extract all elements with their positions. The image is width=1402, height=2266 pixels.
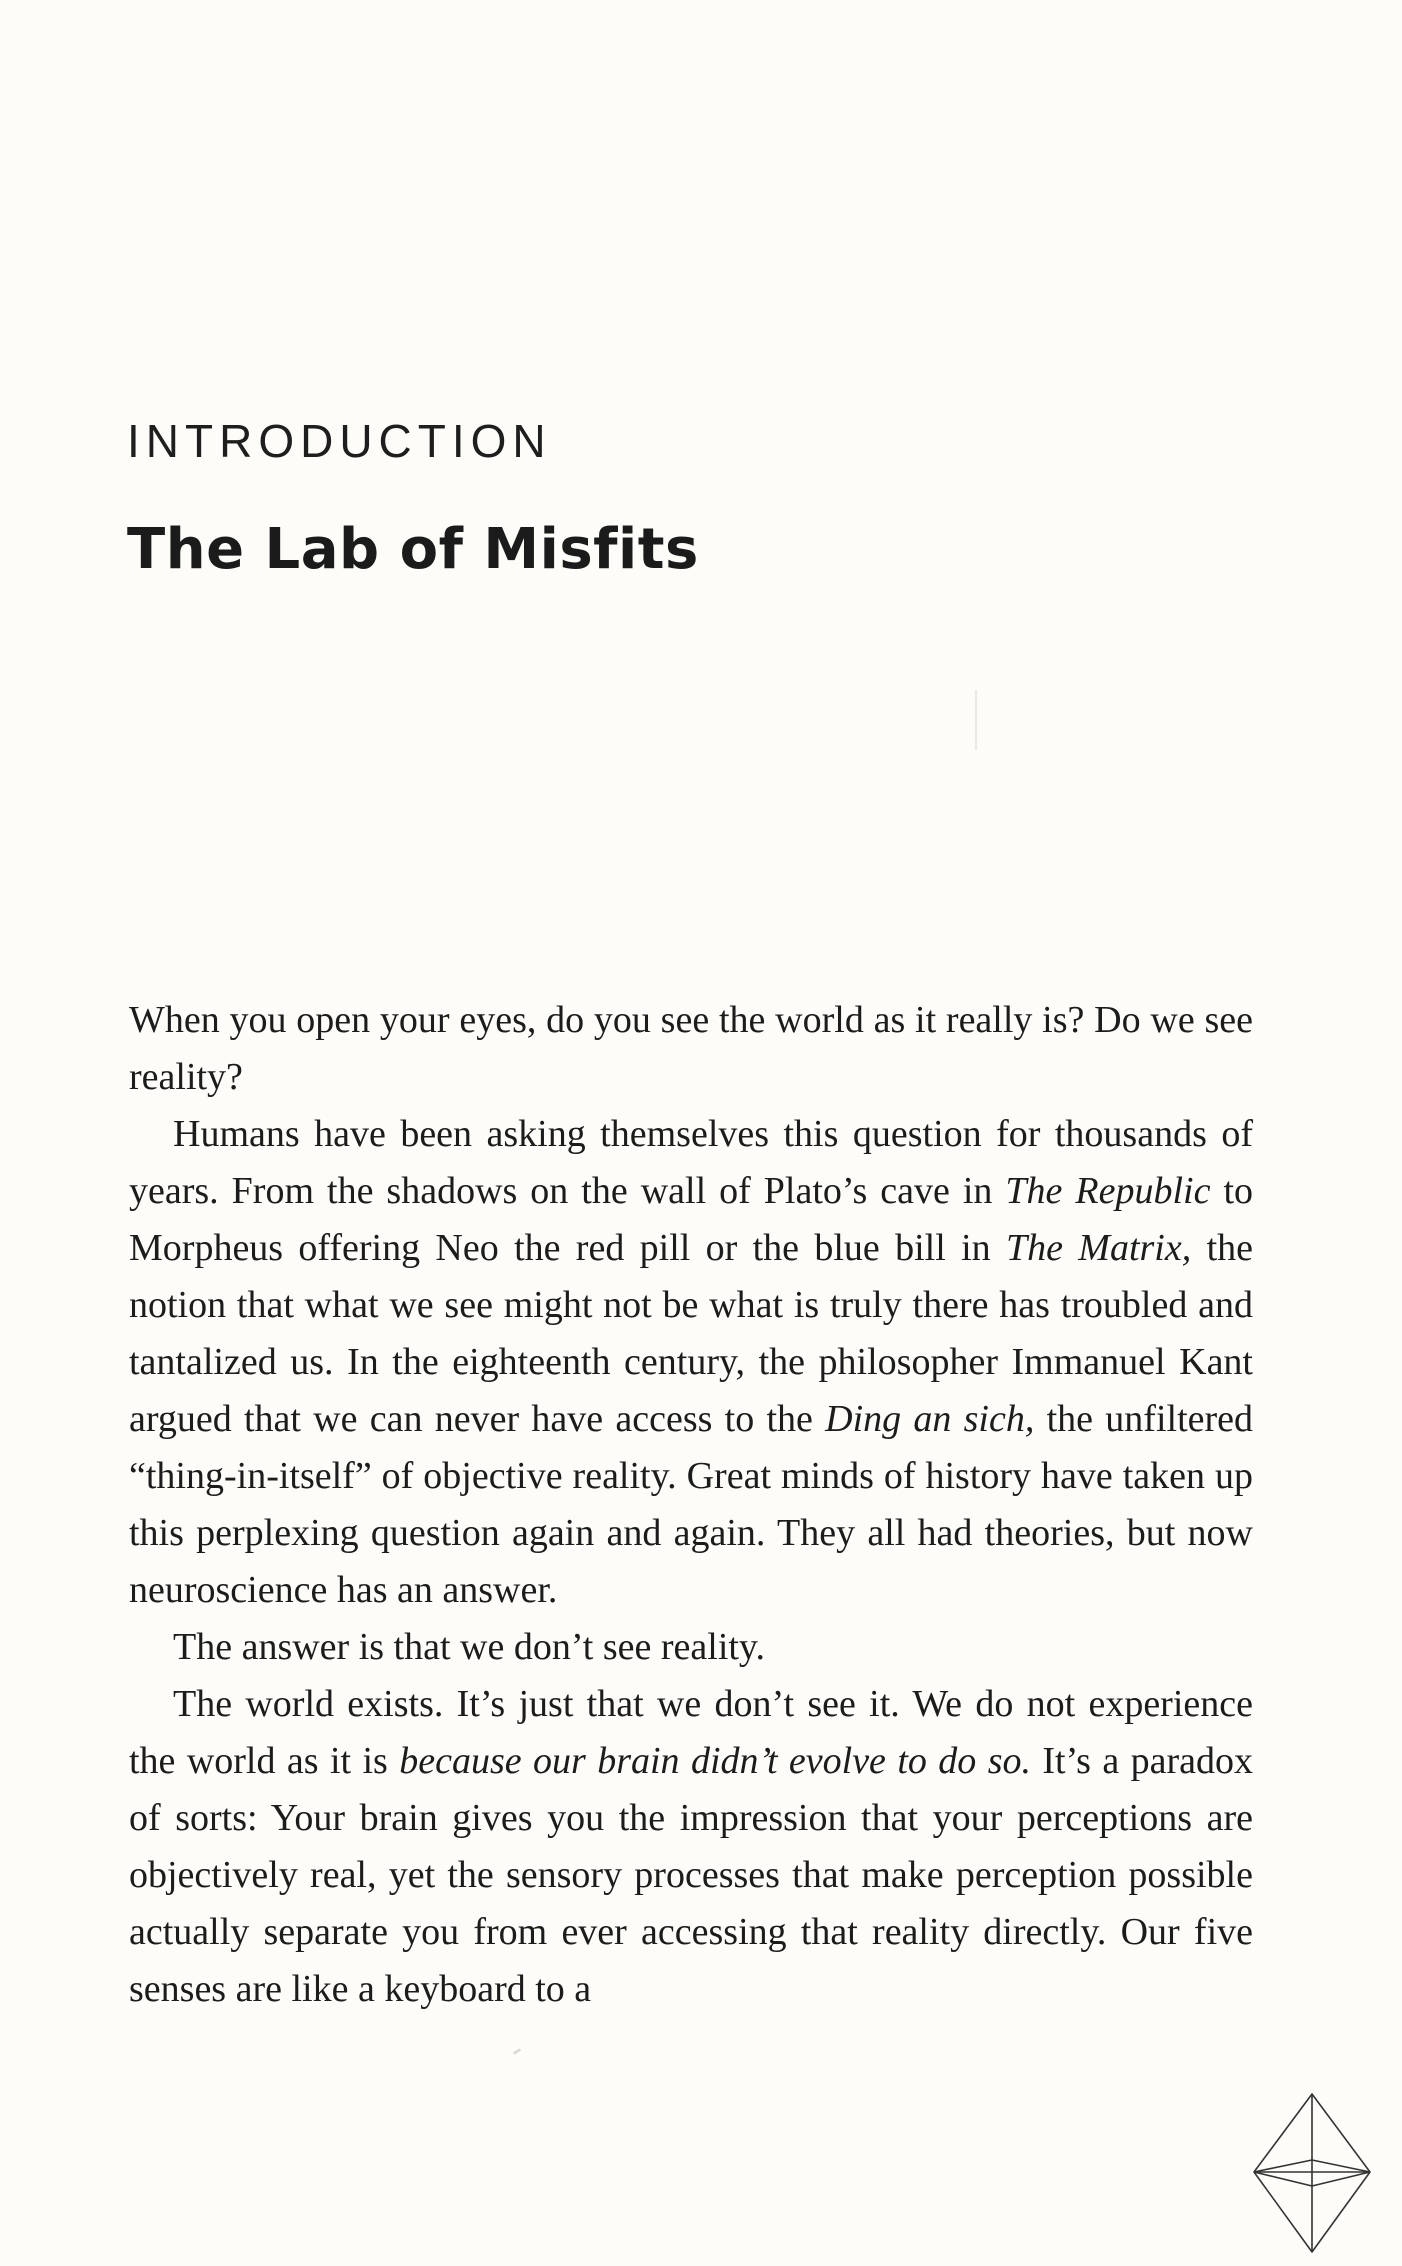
scan-speck <box>513 2048 521 2055</box>
body-text <box>129 992 1253 2018</box>
paragraph-1-text: When you open your eyes, do you see the world as it really is? Do we see reality? <box>129 999 1253 1098</box>
paragraph-3-text: The answer is that we don’t see reality. <box>173 1626 765 1668</box>
chapter-label: INTRODUCTION <box>127 415 552 467</box>
diamond-ornament-icon <box>1250 2090 1374 2256</box>
italic-the-republic: The Republic <box>1005 1170 1211 1212</box>
paragraph-4-text-b: It’s a paradox of sorts: Your brain gives you the impression that your perceptions are objectively real, yet the sensory processes that make perception possible actually separate you from ever accessing that reality directly. Our five senses are like a keyboard to a <box>129 1740 1254 2010</box>
paragraph-2-text-d: the unfiltered “thing-in-itself” of objective reality. Great minds of history have taken up this perplexing question again and again. They all had theories, but now neuroscience has an answer. <box>129 1398 1254 1611</box>
scan-speck <box>975 690 977 750</box>
paragraph-4-text-a: The world exists. It’s just that we don’t see it. We do not experience the world as it is <box>129 1683 1253 1782</box>
paragraph-2-text-b: to Morpheus offering Neo the red pill or the blue bill in <box>129 1170 1254 1269</box>
paragraph-2-text-c: the notion that what we see might not be what is truly there has troubled and tantalized us. In the eighteenth century, the philosopher Immanuel Kant argued that we can never have access to the <box>129 1227 1253 1440</box>
italic-the-matrix: The Matrix, <box>1005 1227 1192 1269</box>
paragraph-1 <box>129 992 1253 1106</box>
chapter-title: The Lab of Misfits <box>127 517 699 582</box>
paragraph-4 <box>129 1676 1253 2018</box>
italic-ding-an-sich: Ding an sich, <box>825 1398 1035 1440</box>
paragraph-2-text-a: Humans have been asking themselves this question for thousands of years. From the shadows on the wall of Plato’s cave in <box>129 1113 1253 1212</box>
paragraph-2 <box>129 1106 1253 1619</box>
italic-because-brain: because our brain didn’t evolve to do so. <box>399 1740 1031 1782</box>
paragraph-3 <box>129 1619 1253 1676</box>
